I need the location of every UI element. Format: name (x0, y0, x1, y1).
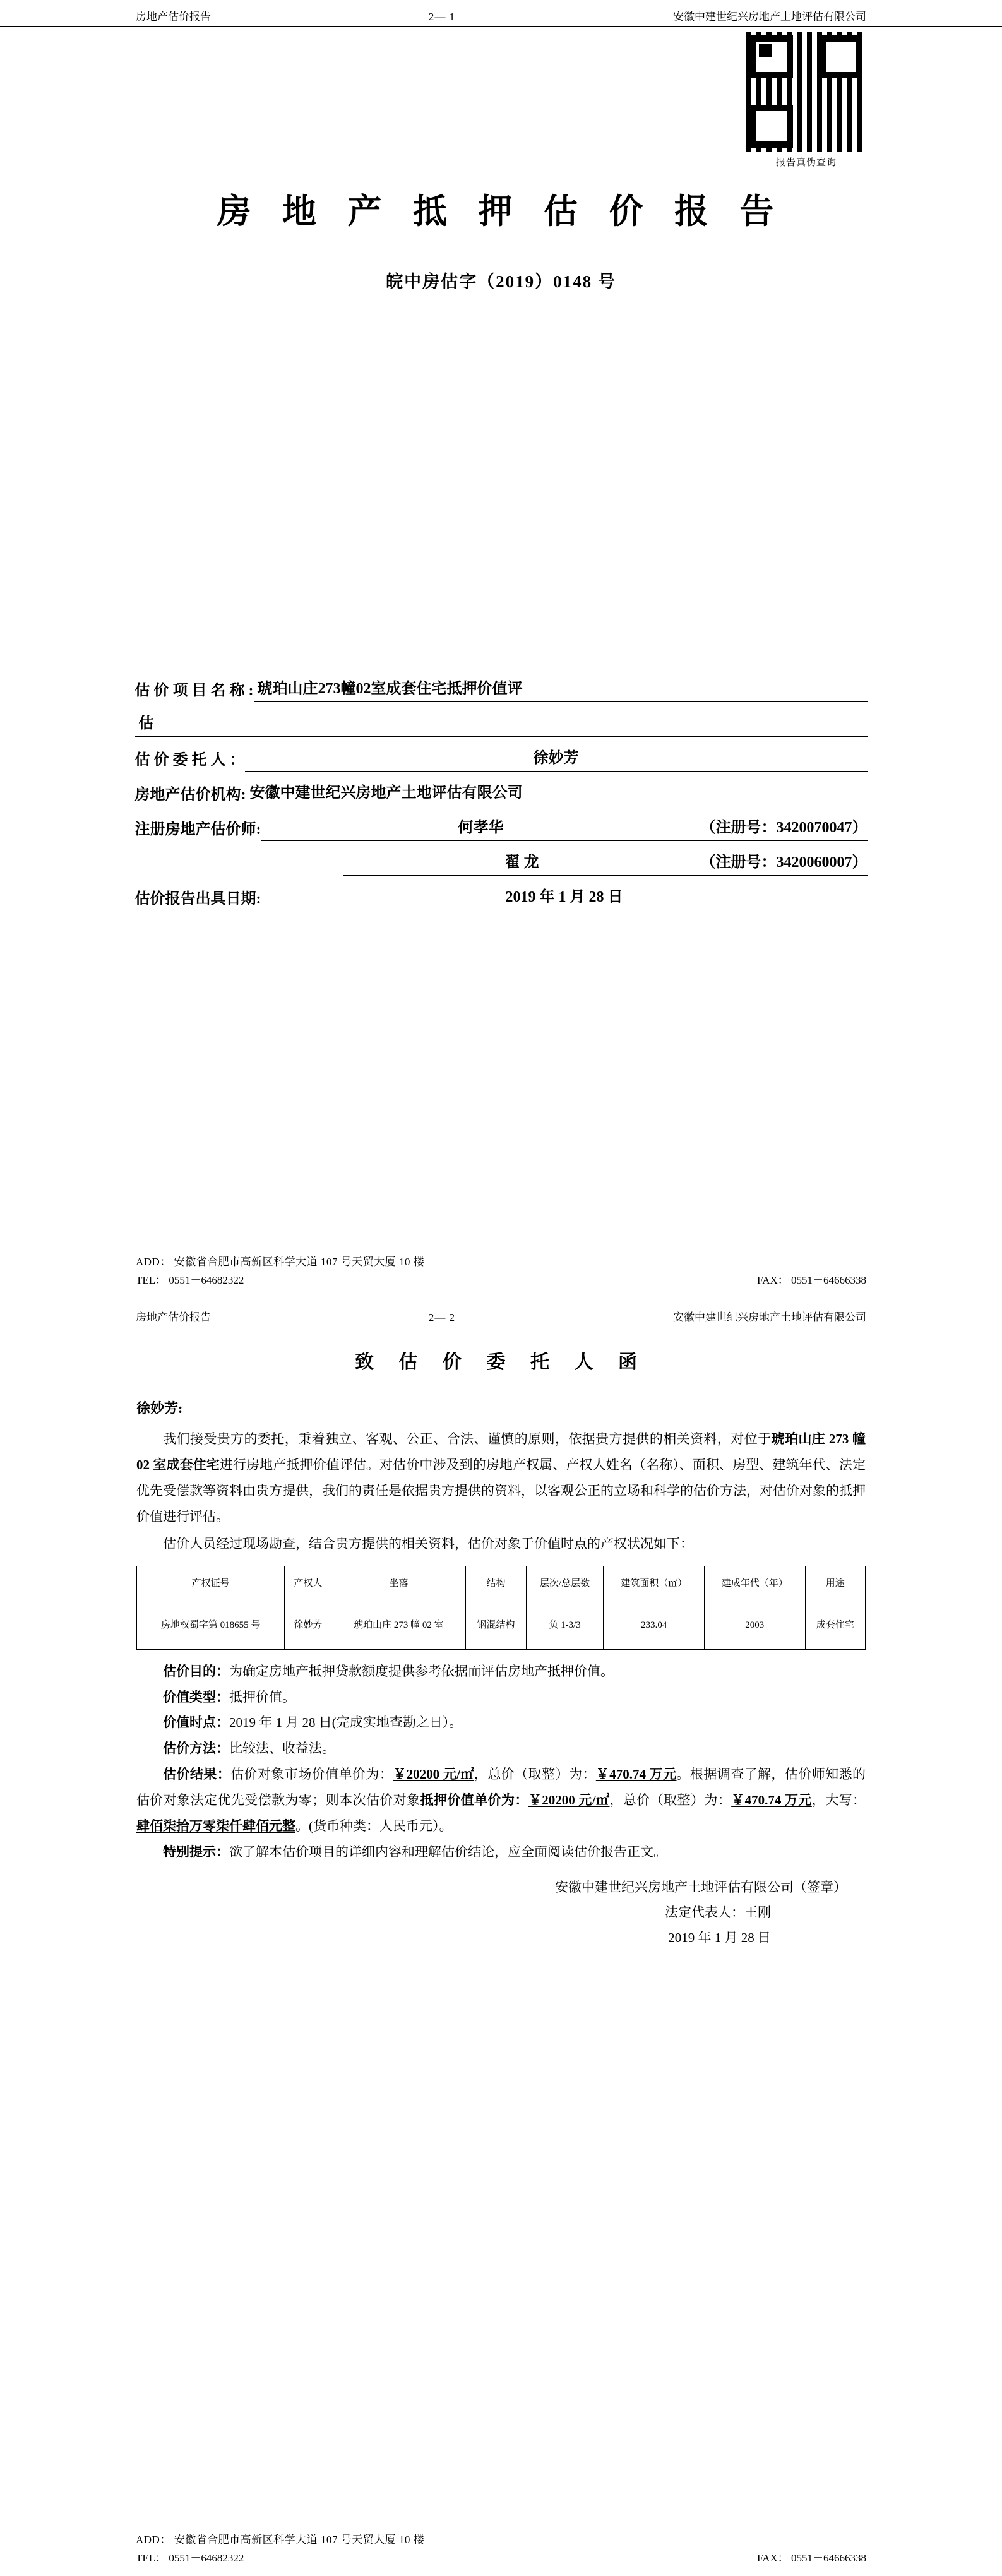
signature-legal-representative: 法定代表人：王刚 (665, 1904, 771, 1920)
signature-company: 安徽中建世纪兴房地产土地评估有限公司（签章） (555, 1880, 847, 1895)
page-1-footer (136, 1246, 866, 1287)
item-result-label: 估价结果： (163, 1767, 231, 1782)
table-cell-structure: 钢混结构 (466, 1602, 526, 1649)
item-result-h: ，总价（取整）为： (609, 1792, 732, 1808)
item-special-tip (136, 1839, 866, 1865)
field-project-name-label: 估 价 项 目 名 称 : (134, 683, 254, 699)
item-result-a: 估价对象市场价值单价为： (230, 1767, 393, 1782)
table-header-cell: 产权人 (285, 1566, 331, 1602)
field-client-value: 徐妙芳 (245, 747, 868, 772)
table-header-cell: 结构 (466, 1566, 526, 1602)
field-project-name (135, 677, 868, 702)
field-client (135, 747, 868, 772)
running-head-left: 房地产估价报告 (136, 11, 211, 23)
field-client-label: 估 价 委 托 人 ： (134, 752, 245, 768)
field-appraiser-2 (135, 851, 868, 876)
item-value-date-label: 价值时点： (163, 1715, 229, 1731)
table-header-cell: 建成年代（年） (705, 1566, 806, 1602)
item-purpose (136, 1659, 866, 1685)
page-2 (0, 1301, 1002, 2576)
table-cell-location: 琥珀山庄 273 幢 02 室 (331, 1602, 466, 1649)
field-project-name-value: 琥珀山庄273幢02室成套住宅抵押价值评 (254, 677, 868, 702)
footer-tel: TEL： 0551－64682322 (136, 2552, 244, 2564)
field-appraiser-label: 注册房地产估价师: (134, 821, 261, 838)
property-table (136, 1566, 866, 1650)
item-method-value: 比较法、收益法。 (229, 1741, 335, 1756)
item-value-date-value: 2019 年 1 月 28 日(完成实地查勘之日）。 (229, 1715, 463, 1731)
footer-fax: FAX： 0551－64666338 (757, 1274, 866, 1286)
item-special-tip-label: 特别提示： (163, 1844, 229, 1860)
item-result-e: 。根据调查了解，估价师知悉的估价对象法定优先受偿款为零；则本次估价对象 (136, 1767, 866, 1808)
item-special-tip-value: 欲了解本估价项目的详细内容和理解估价结论，应全面阅读估价报告正文。 (229, 1844, 667, 1860)
table-header-cell: 建筑面积（㎡） (604, 1566, 705, 1602)
field-appraiser-2-name: 翟 龙 (343, 851, 701, 876)
item-purpose-value: 为确定房地产抵押贷款额度提供参考依据而评估房地产抵押价值。 (229, 1663, 614, 1679)
table-cell-year: 2003 (705, 1602, 806, 1649)
signature-date: 2019 年 1 月 28 日 (668, 1929, 771, 1945)
document-number: 皖中房估字（2019）0148 号 (386, 272, 616, 291)
paragraph-1-part-a: 我们接受贵方的委托，秉着独立、客观、公正、合法、谨慎的原则，依据贵方提供的相关资料，对位于 (163, 1431, 772, 1446)
item-mortgage-total-price: ￥470.74 万元 (731, 1792, 812, 1808)
letter-title: 致 估 价 委 托 人 函 (355, 1352, 647, 1373)
item-result-total-price: ￥470.74 万元 (595, 1767, 677, 1782)
page-2-footer (136, 2524, 866, 2565)
field-appraiser-2-reg: （注册号：3420060007） (701, 851, 868, 876)
paragraph-1-part-c: 进行房地产抵押价值评估。对估价中涉及到的房地产权属、产权人姓名（名称）、面积、房型、建筑年代、法定优先受偿款等资料由贵方提供，我们的责任是依据贵方提供的资料，以客观公正的立场和科学的估价方法，对估价对象的抵押价值进行评估。 (136, 1457, 866, 1524)
item-result-l: 。(货币种类：人民币元）。 (295, 1818, 453, 1834)
footer-fax: FAX： 0551－64666338 (757, 2552, 866, 2564)
page-1-running-head (0, 0, 1002, 27)
paragraph-1-property: 琥珀山庄 273 幢 02 室成套住宅 (136, 1431, 866, 1472)
running-head-right: 安徽中建世纪兴房地产土地评估有限公司 (673, 1311, 866, 1323)
letter-body (136, 1395, 866, 1557)
table-header-row (137, 1566, 866, 1602)
field-agency-label: 房地产估价机构: (134, 787, 246, 803)
item-value-type-label: 价值类型： (163, 1689, 229, 1705)
qr-code-caption: 报告真伪查询 (775, 158, 837, 168)
page-2-running-head (0, 1301, 1002, 1327)
field-appraiser-1-name: 何孝华 (261, 816, 701, 841)
item-method-label: 估价方法： (163, 1741, 229, 1756)
field-agency-value: 安徽中建世纪兴房地产土地评估有限公司 (246, 782, 868, 806)
table-header-cell: 坐落 (331, 1566, 466, 1602)
page-title: 房 地 产 抵 押 估 价 报 告 (217, 193, 785, 230)
field-appraiser-1 (135, 816, 868, 841)
item-result-j: ，大写： (811, 1792, 866, 1808)
running-head-page-number: 2— 2 (428, 1311, 456, 1323)
field-project-name-continued (135, 712, 868, 737)
field-project-name-value-cont: 估 (135, 712, 868, 737)
cover-fields (135, 677, 868, 910)
item-purpose-label: 估价目的： (163, 1663, 229, 1679)
paragraph-2: 估价人员经过现场勘查，结合贵方提供的相关资料，估价对象于价值时点的产权状况如下： (163, 1535, 693, 1551)
table-cell-ownership-number: 房地权蜀字第 018655 号 (137, 1602, 285, 1649)
paragraph-1 (136, 1426, 866, 1530)
table-header-cell: 层次/总层数 (526, 1566, 604, 1602)
running-head-left: 房地产估价报告 (136, 1311, 211, 1323)
table-header-cell: 产权证号 (137, 1566, 285, 1602)
field-agency (135, 782, 868, 806)
footer-address: ADD： 安徽省合肥市高新区科学大道 107 号天贸大厦 10 楼 (136, 1256, 425, 1268)
running-head-right: 安徽中建世纪兴房地产土地评估有限公司 (673, 11, 866, 23)
table-row (137, 1602, 866, 1649)
field-issue-date (135, 886, 868, 910)
qr-code-block (740, 32, 873, 169)
footer-tel: TEL： 0551－64682322 (136, 1274, 244, 1286)
item-method (136, 1736, 866, 1762)
field-appraiser-1-reg: （注册号：3420070047） (701, 816, 868, 841)
table-cell-floor: 负 1-3/3 (526, 1602, 604, 1649)
field-issue-date-value: 2019 年 1 月 28 日 (261, 886, 868, 910)
item-mortgage-unit-price: ￥20200 元/㎡ (528, 1792, 610, 1808)
table-cell-owner: 徐妙芳 (285, 1602, 331, 1649)
table-cell-area: 233.04 (604, 1602, 705, 1649)
item-value-type-value: 抵押价值。 (229, 1689, 295, 1705)
item-result (136, 1762, 866, 1839)
qr-code-icon[interactable] (746, 32, 866, 152)
item-result-f: 抵押价值单价为： (420, 1792, 528, 1808)
field-issue-date-label: 估价报告出具日期: (134, 891, 261, 907)
item-result-c: ，总价（取整）为： (474, 1767, 596, 1782)
salutation: 徐妙芳: (136, 1400, 183, 1416)
signature-block (136, 1875, 866, 1951)
letter-items (136, 1659, 866, 1866)
item-value-date (136, 1710, 866, 1736)
item-result-unit-price: ￥20200 元/㎡ (393, 1767, 474, 1782)
footer-address: ADD： 安徽省合肥市高新区科学大道 107 号天贸大厦 10 楼 (136, 2534, 425, 2546)
item-value-type (136, 1685, 866, 1710)
table-header-cell: 用途 (805, 1566, 865, 1602)
running-head-page-number: 2— 1 (428, 11, 456, 23)
table-cell-usage: 成套住宅 (805, 1602, 865, 1649)
item-amount-in-words: 肆佰柒拾万零柒仟肆佰元整 (136, 1818, 295, 1834)
